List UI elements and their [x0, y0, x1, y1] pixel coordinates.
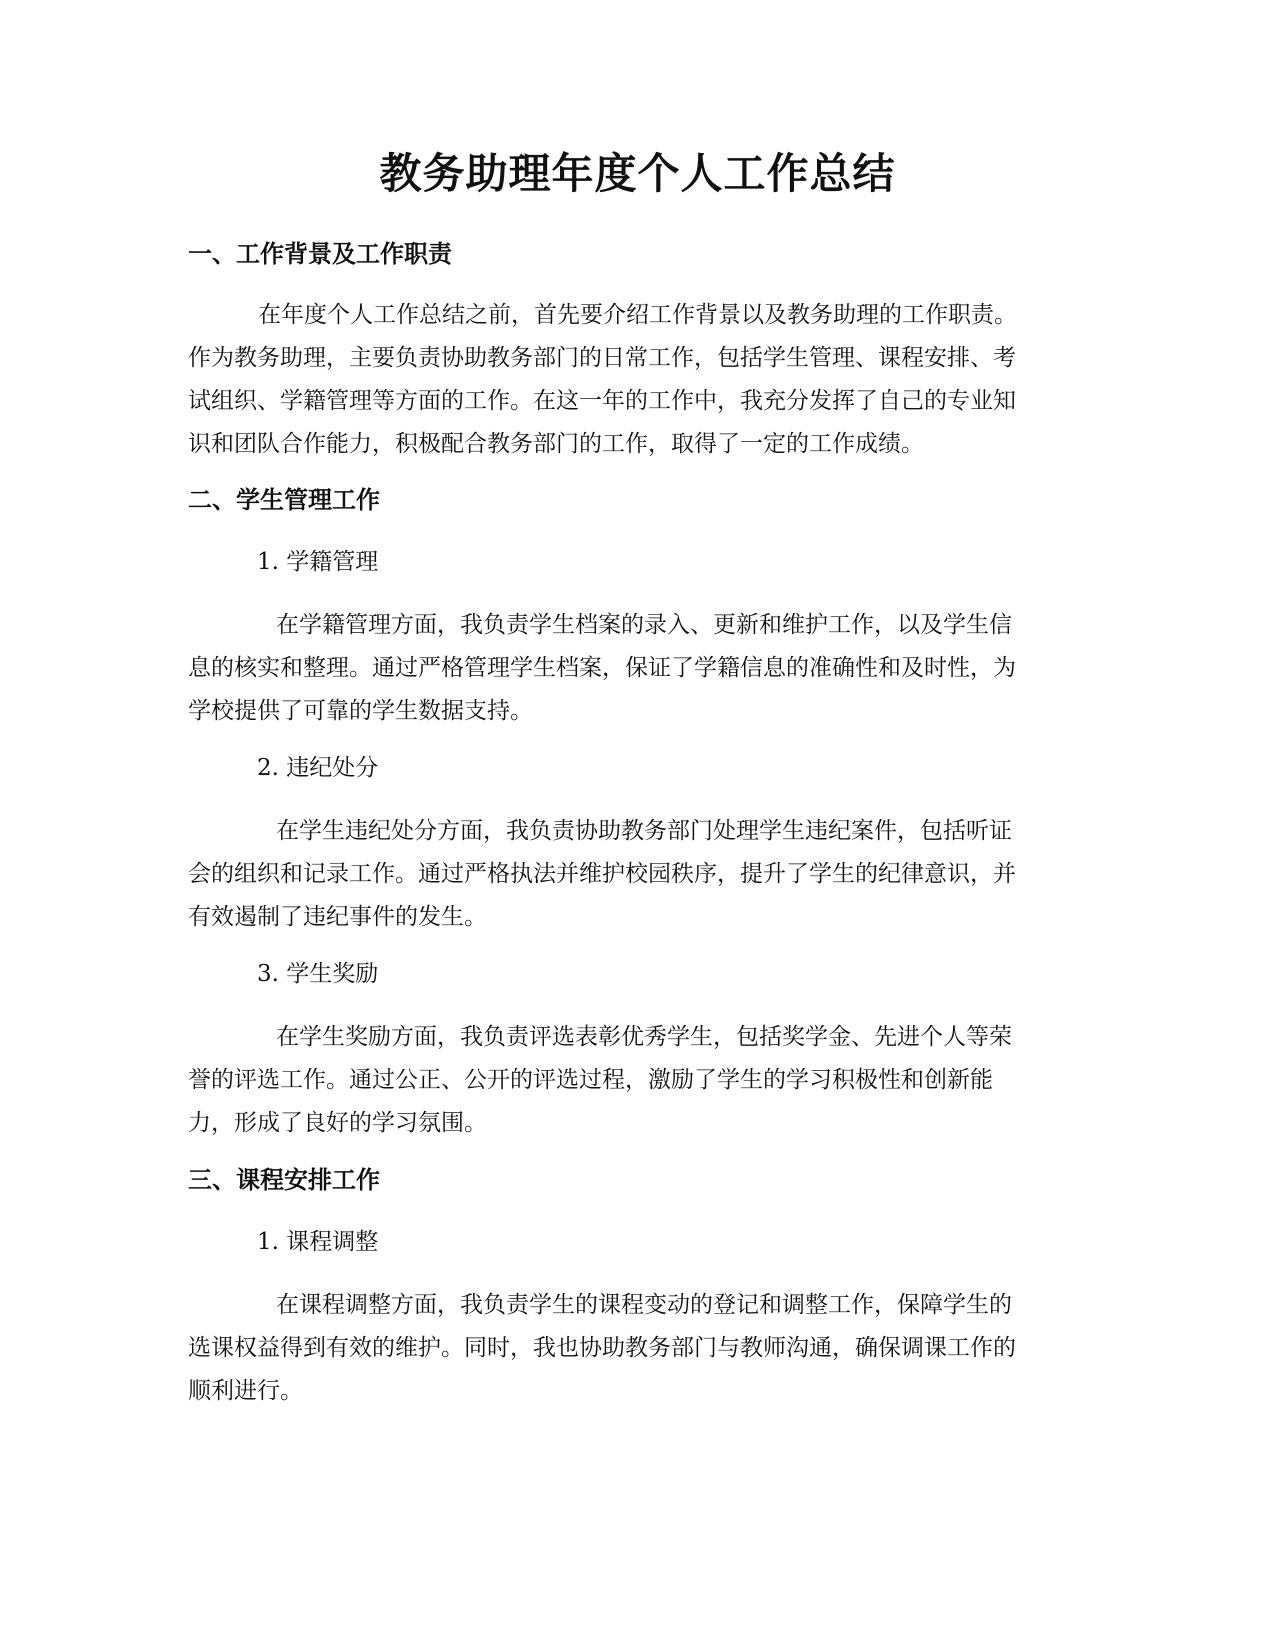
paragraph-line: 会的组织和记录工作。通过严格执法并维护校园秩序，提升了学生的纪律意识，并	[188, 861, 1016, 887]
subitem-label-awards: 3. 学生奖励	[257, 961, 379, 987]
section-heading-background: 一、工作背景及工作职责	[188, 240, 452, 268]
paragraph-line: 识和团队合作能力，积极配合教务部门的工作，取得了一定的工作成绩。	[188, 431, 924, 457]
paragraph-line: 在课程调整方面，我负责学生的课程变动的登记和调整工作，保障学生的	[276, 1292, 1012, 1318]
paragraph-line: 在学生奖励方面，我负责评选表彰优秀学生，包括奖学金、先进个人等荣	[276, 1024, 1012, 1050]
paragraph-line: 力，形成了良好的学习氛围。	[188, 1110, 487, 1136]
paragraph-background	[188, 294, 1088, 466]
paragraph-line: 选课权益得到有效的维护。同时，我也协助教务部门与教师沟通，确保调课工作的	[188, 1335, 1016, 1361]
subitem-label-enrollment: 1. 学籍管理	[257, 549, 379, 575]
paragraph-awards	[188, 1016, 1088, 1145]
paragraph-line: 作为教务助理，主要负责协助教务部门的日常工作，包括学生管理、课程安排、考	[188, 345, 1016, 371]
document-title: 教务助理年度个人工作总结	[379, 149, 896, 198]
paragraph-line: 学校提供了可靠的学生数据支持。	[188, 698, 533, 724]
paragraph-line: 在学生违纪处分方面，我负责协助教务部门处理学生违纪案件，包括听证	[276, 818, 1012, 844]
section-heading-course-scheduling: 三、课程安排工作	[188, 1166, 380, 1194]
paragraph-line: 息的核实和整理。通过严格管理学生档案，保证了学籍信息的准确性和及时性，为	[188, 655, 1016, 681]
section-heading-student-management: 二、学生管理工作	[188, 486, 380, 514]
paragraph-line: 誉的评选工作。通过公正、公开的评选过程，激励了学生的学习积极性和创新能	[188, 1067, 993, 1093]
subitem-label-course-adjustment: 1. 课程调整	[257, 1229, 379, 1255]
paragraph-discipline	[188, 810, 1088, 939]
subitem-label-discipline: 2. 违纪处分	[257, 755, 379, 781]
paragraph-line: 在年度个人工作总结之前，首先要介绍工作背景以及教务助理的工作职责。	[258, 302, 1017, 328]
paragraph-line: 在学籍管理方面，我负责学生档案的录入、更新和维护工作，以及学生信	[276, 612, 1012, 638]
paragraph-line: 顺利进行。	[188, 1378, 303, 1404]
paragraph-enrollment	[188, 604, 1088, 733]
paragraph-line: 有效遏制了违纪事件的发生。	[188, 904, 487, 930]
paragraph-course-adjustment	[188, 1284, 1088, 1413]
paragraph-line: 试组织、学籍管理等方面的工作。在这一年的工作中，我充分发挥了自己的专业知	[188, 388, 1016, 414]
